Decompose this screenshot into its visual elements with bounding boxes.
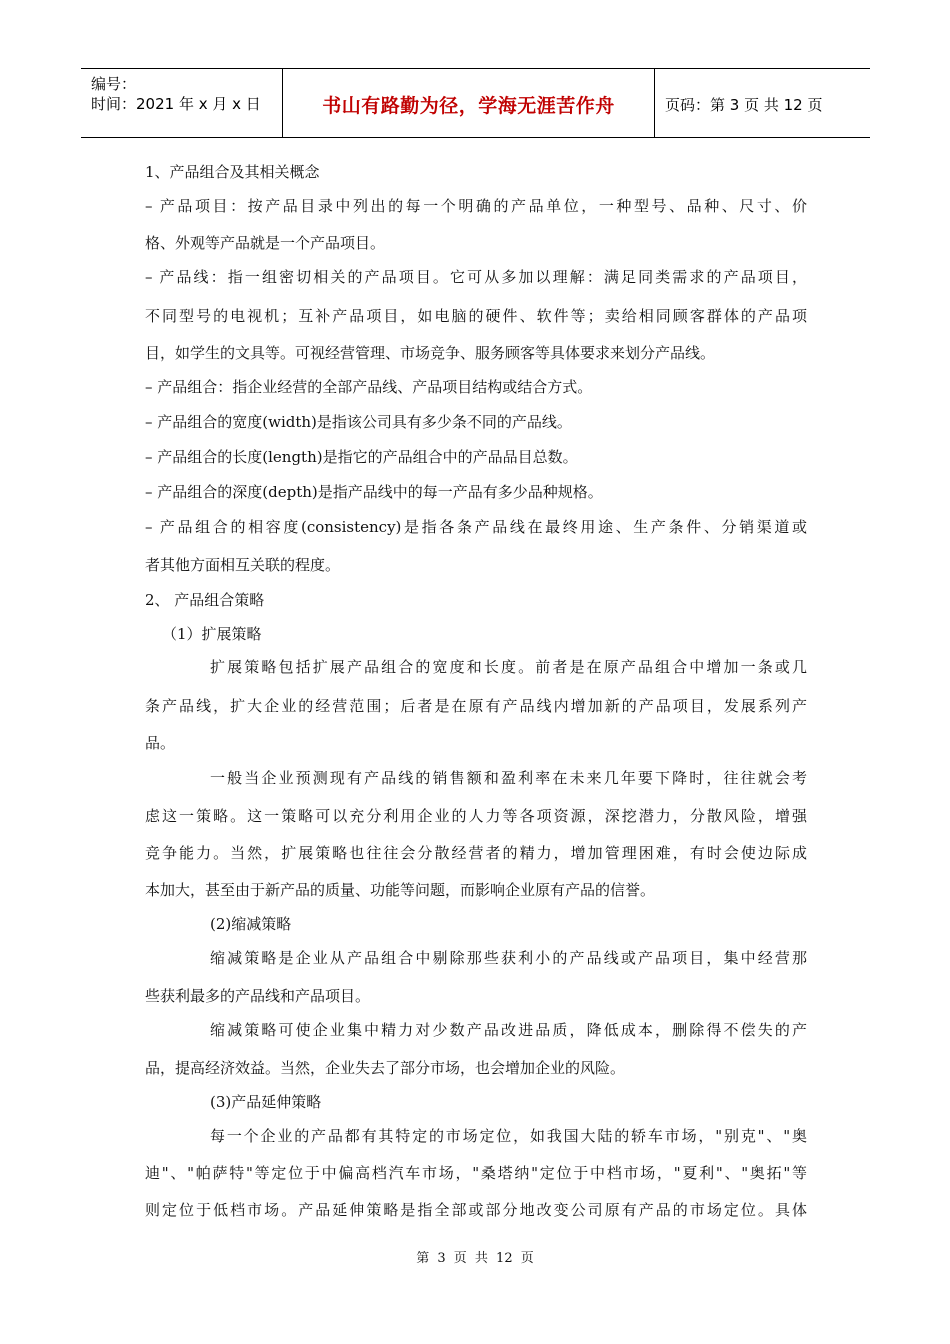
body-line: – 产品组合的深度(depth)是指产品线中的每一产品有多少品种规格。 <box>145 483 603 501</box>
header-page-cell <box>655 69 870 137</box>
body-line: 则定位于低档市场。产品延伸策略是指全部或部分地改变公司原有产品的市场定位。具体 <box>145 1201 807 1219</box>
document-number-label: 编号： <box>91 75 137 93</box>
body-line: 格、外观等产品就是一个产品项目。 <box>145 234 386 252</box>
section-heading: 1、产品组合及其相关概念 <box>145 163 320 181</box>
body-line: 品，提高经济效益。当然，企业失去了部分市场，也会增加企业的风险。 <box>145 1059 626 1077</box>
header-page-number: 页码：第 3 页 共 12 页 <box>665 96 823 114</box>
body-line: 扩展策略包括扩展产品组合的宽度和长度。前者是在原产品组合中增加一条或几 <box>210 658 807 676</box>
body-line: 目，如学生的文具等。可视经营管理、市场竞争、服务顾客等具体要求来划分产品线。 <box>145 344 716 362</box>
body-line: 虑这一策略。这一策略可以充分利用企业的人力等各项资源，深挖潜力，分散风险，增强 <box>145 807 807 825</box>
section-heading: 2、 产品组合策略 <box>145 591 265 609</box>
body-line: 一般当企业预测现有产品线的销售额和盈利率在未来几年要下降时，往往就会考 <box>210 769 807 787</box>
page-footer: 第 3 页 共 12 页 <box>416 1251 534 1266</box>
body-line: – 产品组合：指企业经营的全部产品线、产品项目结构或结合方式。 <box>145 378 593 396</box>
body-line: 品。 <box>145 734 176 752</box>
body-line: 迪"、"帕萨特"等定位于中偏高档汽车市场，"桑塔纳"定位于中档市场，"夏利"、"奥拓"等 <box>145 1164 807 1182</box>
body-line: – 产品组合的相容度(consistency)是指各条产品线在最终用途、生产条件、分销渠道或 <box>145 518 807 536</box>
body-line: – 产品组合的长度(length)是指它的产品组合中的产品品目总数。 <box>145 448 578 466</box>
document-date-label: 时间：2021 年 x 月 x 日 <box>91 95 261 113</box>
header-info-cell <box>81 69 283 137</box>
body-line: 些获利最多的产品线和产品项目。 <box>145 987 371 1005</box>
header-motto: 书山有路勤为径，学海无涯苦作舟 <box>322 95 615 117</box>
body-line: 不同型号的电视机；互补产品项目，如电脑的硬件、软件等；卖给相同顾客群体的产品项 <box>145 307 807 325</box>
subsection-heading: (2)缩减策略 <box>210 915 292 933</box>
subsection-heading: (3)产品延伸策略 <box>210 1093 322 1111</box>
header-motto-cell <box>283 69 655 137</box>
body-line: – 产品线：指一组密切相关的产品项目。它可从多加以理解：满足同类需求的产品项目， <box>145 268 807 286</box>
body-line: – 产品组合的宽度(width)是指该公司具有多少条不同的产品线。 <box>145 413 572 431</box>
body-line: 缩减策略是企业从产品组合中剔除那些获利小的产品线或产品项目，集中经营那 <box>210 949 807 967</box>
body-line: 缩减策略可使企业集中精力对少数产品改进品质，降低成本，删除得不偿失的产 <box>210 1021 807 1039</box>
page-header <box>81 68 870 138</box>
body-line: 竞争能力。当然，扩展策略也往往会分散经营者的精力，增加管理困难，有时会使边际成 <box>145 844 807 862</box>
body-line: 条产品线，扩大企业的经营范围；后者是在原有产品线内增加新的产品项目，发展系列产 <box>145 697 807 715</box>
body-line: 本加大，甚至由于新产品的质量、功能等问题，而影响企业原有产品的信誉。 <box>145 881 656 899</box>
body-line: 每一个企业的产品都有其特定的市场定位，如我国大陆的轿车市场，"别克"、"奥 <box>210 1127 807 1145</box>
subsection-heading: （1）扩展策略 <box>162 625 262 643</box>
body-line: 者其他方面相互关联的程度。 <box>145 556 341 574</box>
body-line: – 产品项目：按产品目录中列出的每一个明确的产品单位，一种型号、品种、尺寸、价 <box>145 197 807 215</box>
